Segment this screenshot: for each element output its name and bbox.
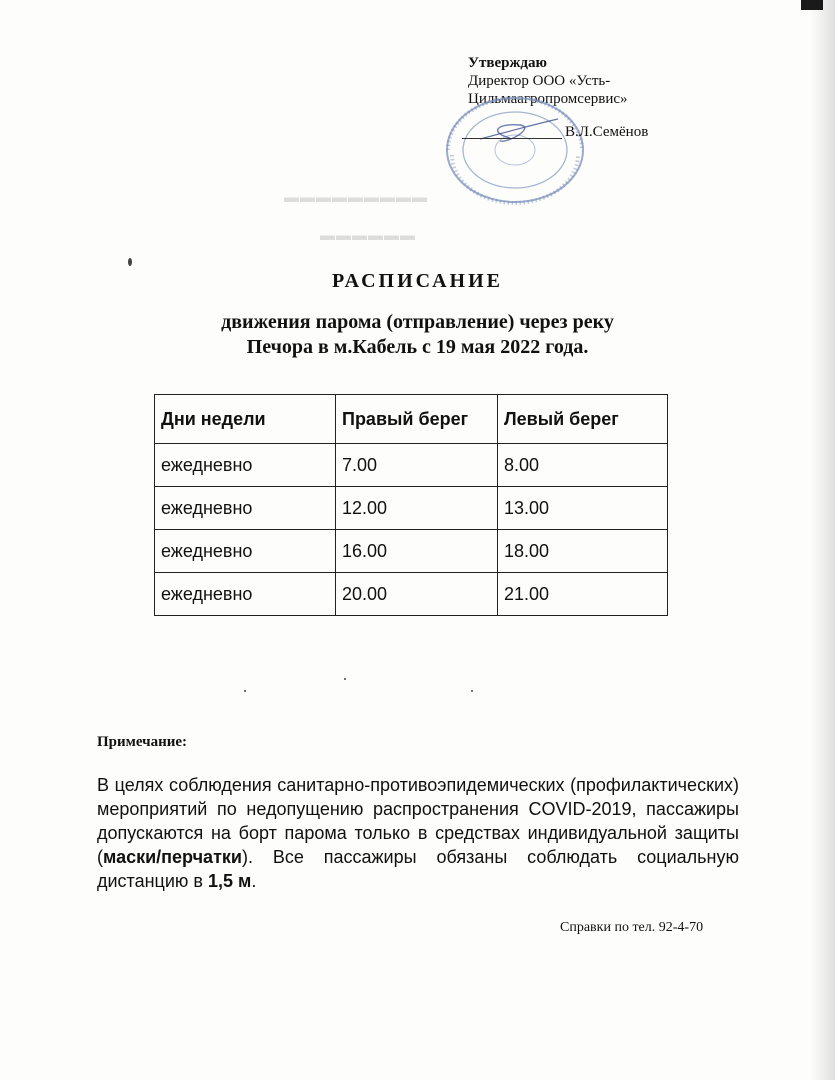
approval-signer: В.Л.Семёнов bbox=[565, 124, 649, 140]
note-text-part3: . bbox=[251, 871, 257, 891]
document-subtitle bbox=[0, 310, 835, 360]
header-right-bank: Правый берег bbox=[336, 395, 498, 444]
contact-phone: Справки по тел. 92-4-70 bbox=[560, 920, 704, 935]
table-row bbox=[155, 573, 668, 616]
table-row bbox=[155, 530, 668, 573]
cell-right-bank: 12.00 bbox=[336, 487, 498, 530]
scan-speck bbox=[344, 678, 346, 680]
show-through-text: ▬▬▬▬▬▬ bbox=[320, 228, 416, 244]
cell-right-bank: 20.00 bbox=[336, 573, 498, 616]
note-text-part1: В целях соблюдения санитарно-противоэпидемических (профилактических) мероприятий по недопущению распространения COVID-2019, пассажиры допускаются на борт парома только в средствах индивидуальной защиты ( bbox=[97, 775, 739, 867]
cell-left-bank: 13.00 bbox=[498, 487, 668, 530]
table-header-row bbox=[155, 395, 668, 444]
cell-right-bank: 16.00 bbox=[336, 530, 498, 573]
cell-left-bank: 8.00 bbox=[498, 444, 668, 487]
subtitle-line2: Печора в м.Кабель с 19 мая 2022 года. bbox=[246, 336, 589, 358]
note-text-part2: ). Все пассажиры обязаны соблюдать социальную дистанцию в bbox=[97, 847, 739, 891]
header-left-bank: Левый берег bbox=[498, 395, 668, 444]
table-row bbox=[155, 487, 668, 530]
header-days: Дни недели bbox=[155, 395, 336, 444]
signature-line bbox=[462, 138, 562, 139]
note-bold-masks: маски/перчатки bbox=[103, 847, 242, 867]
approval-title: Утверждаю bbox=[468, 55, 547, 71]
show-through-text: ▬▬▬▬▬▬▬▬▬ bbox=[284, 190, 428, 206]
cell-days: ежедневно bbox=[155, 487, 336, 530]
cell-left-bank: 18.00 bbox=[498, 530, 668, 573]
schedule-table bbox=[154, 394, 668, 616]
cell-right-bank: 7.00 bbox=[336, 444, 498, 487]
cell-days: ежедневно bbox=[155, 444, 336, 487]
scan-speck bbox=[244, 690, 246, 692]
cell-days: ежедневно bbox=[155, 573, 336, 616]
document-title: РАСПИСАНИЕ bbox=[331, 270, 503, 292]
company-stamp bbox=[440, 93, 590, 208]
note-label: Примечание: bbox=[97, 734, 188, 750]
table-row bbox=[155, 444, 668, 487]
scan-speck bbox=[128, 258, 132, 266]
note-text bbox=[97, 773, 739, 893]
cell-left-bank: 21.00 bbox=[498, 573, 668, 616]
corner-mark bbox=[801, 0, 823, 10]
approval-position-line2: Цильмаагропромсервис» bbox=[468, 91, 628, 107]
scan-speck bbox=[471, 690, 473, 692]
cell-days: ежедневно bbox=[155, 530, 336, 573]
note-bold-distance: 1,5 м bbox=[207, 871, 252, 891]
approval-position-line1: Директор ООО «Усть- bbox=[468, 73, 611, 89]
subtitle-line1: движения парома (отправление) через реку bbox=[221, 311, 614, 333]
page-edge-shadow bbox=[809, 0, 835, 1080]
